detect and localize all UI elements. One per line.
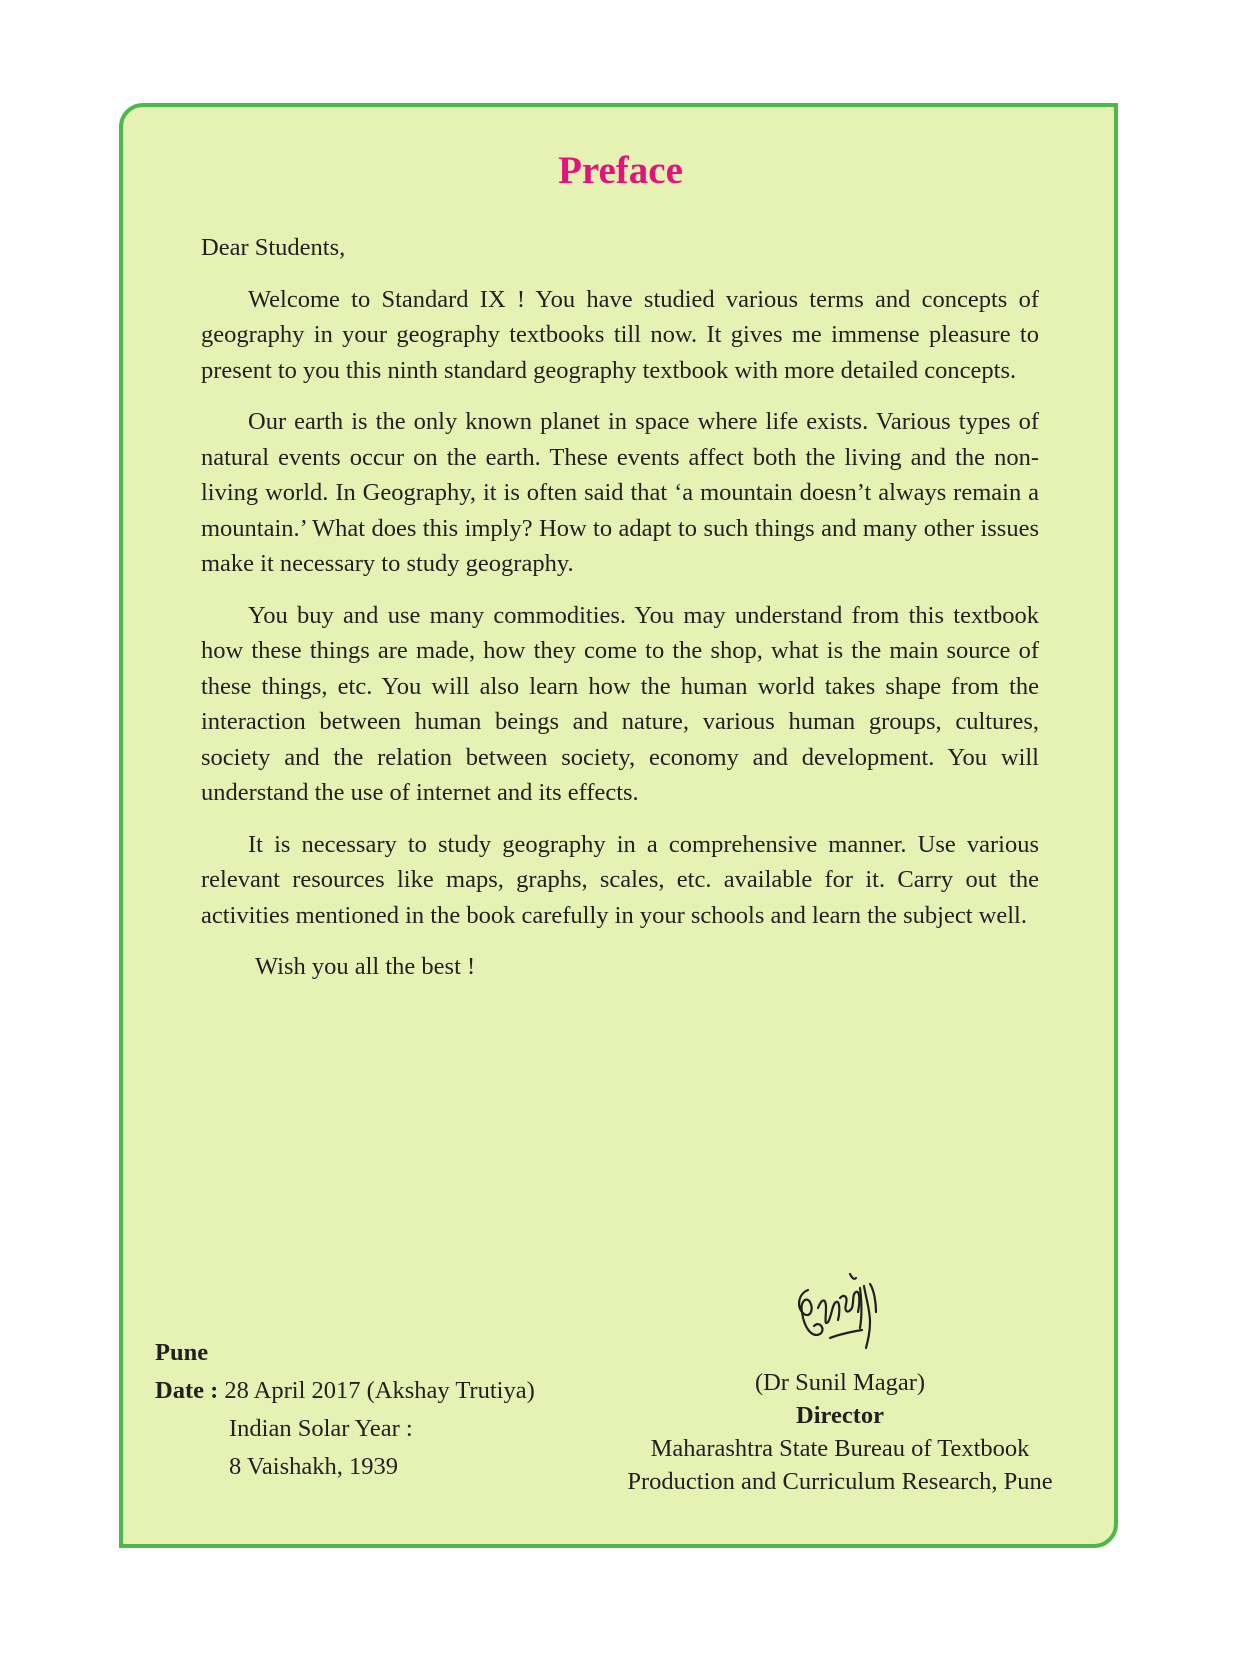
signature-icon — [790, 1268, 890, 1360]
page-title: Preface — [558, 149, 683, 192]
organization-line-1: Maharashtra State Bureau of Textbook — [650, 1435, 1030, 1462]
closing-line: Wish you all the best ! — [255, 953, 476, 980]
paragraph: Welcome to Standard IX ! You have studied various terms and concepts of geography in your geography textbooks till now. It gives me immense pleasure to present to you this ninth standard geography textbook with more detailed concepts. — [201, 285, 1039, 384]
letter-body — [201, 230, 1039, 985]
paragraph: It is necessary to study geography in a comprehensive manner. Use various relevant resources like maps, graphs, scales, etc. available for it. Carry out the activities mentioned in the book carefully in your schools and learn the subject well. — [201, 830, 1039, 929]
place-and-date — [155, 1334, 535, 1486]
place: Pune — [155, 1339, 209, 1366]
signatory-block — [580, 1366, 1100, 1498]
salutation: Dear Students, — [201, 234, 346, 261]
solar-year-label: Indian Solar Year : — [229, 1415, 413, 1442]
paragraph: Our earth is the only known planet in space where life exists. Various types of natural events occur on the earth. These events affect both the living and the non-living world. In Geography, it is often said that ‘a mountain doesn’t always remain a mountain.’ What does this imply? How to adapt to such things and many other issues make it necessary to study geography. — [201, 408, 1039, 577]
organization-line-2: Production and Curriculum Research, Pune — [627, 1468, 1053, 1495]
date-value: 28 April 2017 (Akshay Trutiya) — [224, 1377, 535, 1404]
date-row — [155, 1372, 535, 1410]
paragraph: You buy and use many commodities. You may understand from this textbook how these things are made, how they come to the shop, what is the main source of these things, etc. You will also learn how the human world takes shape from the interaction between human beings and nature, various human groups, cultures, society and the relation between society, economy and development. You will understand the use of internet and its effects. — [201, 601, 1039, 806]
solar-year-value: 8 Vaishakh, 1939 — [229, 1453, 398, 1480]
signatory-role: Director — [796, 1402, 884, 1429]
date-label: Date : — [155, 1377, 219, 1404]
signatory-name: (Dr Sunil Magar) — [754, 1369, 926, 1396]
